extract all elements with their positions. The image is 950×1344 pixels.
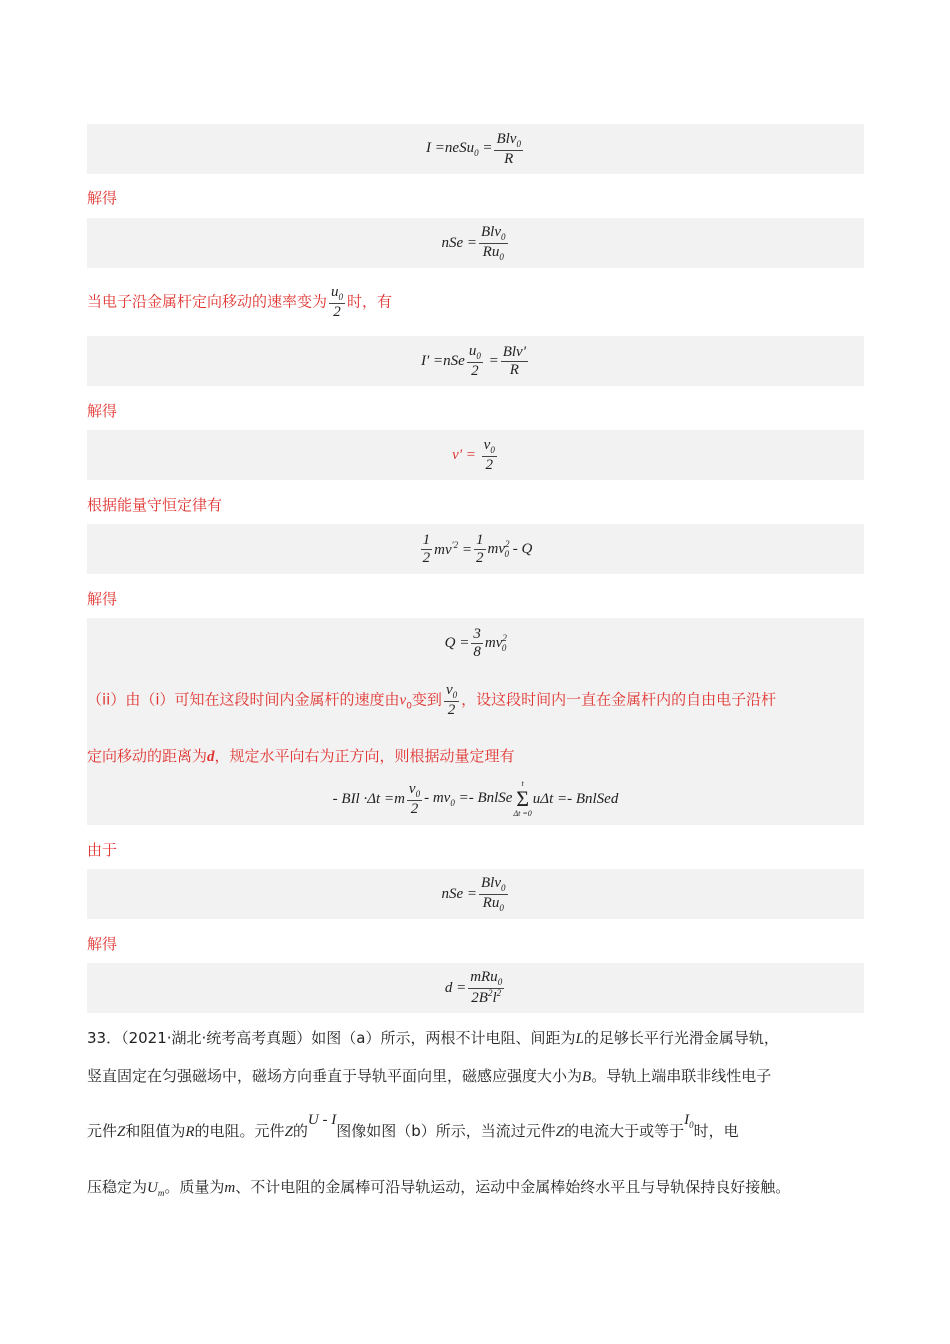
problem-line3-c: 的电阻。元件: [194, 1122, 285, 1140]
text-solve-2: 解得: [87, 402, 118, 420]
problem-line4-b: 。质量为: [164, 1178, 225, 1196]
text-ii-line2-a: 定向移动的距离为: [87, 747, 208, 765]
text-when-a: 当电子沿金属杆定向移动的速率变为: [87, 292, 328, 311]
text-part-ii-line2: 定向移动的距离为d，规定水平向右为正方向，则根据动量定理有: [87, 747, 515, 765]
equation-nse-2: nSe = $\frac{Blv_0}{Ru_0}$: [87, 869, 864, 919]
text-energy-conservation: 根据能量守恒定律有: [87, 496, 223, 514]
text-when-speed: 当电子沿金属杆定向移动的速率变为 $\frac{u_0}{2}$ 时，有: [87, 284, 393, 320]
problem-line2-b: 。导轨上端串联非线性电子: [591, 1067, 772, 1085]
text-because: 由于: [87, 841, 118, 859]
text-ii-b: 变到: [411, 690, 442, 709]
problem-line3-f: 的电流大于或等于: [564, 1122, 685, 1140]
problem-line4-a: 压稳定为: [87, 1178, 148, 1196]
problem-line3-d: 的: [292, 1122, 308, 1140]
text-ii-line2-b: ，规定水平向右为正方向，则根据动量定理有: [214, 747, 515, 765]
equation-block-q: Q = $\frac{3}{8}$ $mv^2_0$: [87, 618, 864, 825]
problem-line1-a: 33．（2021·湖北·统考高考真题）如图（a）所示，两根不计电阻、间距为: [87, 1029, 576, 1047]
problem-line2-a: 竖直固定在匀强磁场中，磁场方向垂直于导轨平面向里，磁感应强度大小为: [87, 1067, 583, 1085]
problem-line4-c: 、不计电阻的金属棒可沿导轨运动，运动中金属棒始终水平且与导轨保持良好接触。: [235, 1178, 791, 1196]
text-solve-1: 解得: [87, 189, 118, 207]
problem-33-line3: 元件Z和阻值为R的电阻。元件Z的U - I图像如图（b）所示，当流过元件Z的电流大于或等于$I_0$时，电: [87, 1112, 739, 1140]
problem-33-line1: 33．（2021·湖北·统考高考真题）如图（a）所示，两根不计电阻、间距为L的足够长平行光滑金属导轨，: [87, 1029, 779, 1047]
text-part-ii-line1: （ii）由（i）可知在这段时间内金属杆的速度由$v_0$变到 $\frac{v_0}{2}$ ，设这段时间内一直在金属杆内的自由电子沿杆: [87, 682, 777, 718]
equation-current-prime: I′ =nSe $\frac{u_0}{2}$ = $\frac{\text{Blv′}}{R}$: [87, 336, 864, 386]
text-ii-a: （ii）由（i）可知在这段时间内金属杆的速度由: [87, 690, 400, 709]
problem-line3-a: 元件: [87, 1122, 118, 1140]
text-solve-3: 解得: [87, 590, 118, 608]
problem-33-line4: 压稳定为$U_m$。质量为m、不计电阻的金属棒可沿导轨运动，运动中金属棒始终水平且与导轨保持良好接触。: [87, 1178, 791, 1198]
equation-distance: d = $\frac{mRu_0}{2B^2l^2}$: [87, 963, 864, 1013]
text-solve-4: 解得: [87, 935, 118, 953]
text-when-b: 时，有: [347, 292, 393, 311]
problem-line3-e: 图像如图（b）所示，当流过元件: [336, 1122, 556, 1140]
equation-v-prime: v' = $\frac{v_0}{2}$: [87, 430, 864, 480]
problem-line3-g: 时，电: [693, 1122, 739, 1140]
equation-energy: $\frac{1}{2}$ $mv^{'2}$ = $\frac{1}{2}$ $mv^2_0$ - Q: [87, 524, 864, 574]
equation-momentum: - BIl ·Δt =m $\frac{v_0}{2}$ - $mv_0$ =- BnlSe t Σ Δt =0 uΔt =- BnlSed: [332, 779, 619, 818]
text-ii-c: ，设这段时间内一直在金属杆内的自由电子沿杆: [461, 690, 777, 709]
problem-line3-b: 和阻值为: [125, 1122, 186, 1140]
problem-line1-b: 的足够长平行光滑金属导轨，: [583, 1029, 779, 1047]
equation-nse: nSe = $\frac{Blv_0}{Ru_0}$: [87, 218, 864, 268]
equation-current: I =neSu$_0$ = $\frac{Blv_0}{R}$: [87, 124, 864, 174]
problem-33-line2: 竖直固定在匀强磁场中，磁场方向垂直于导轨平面向里，磁感应强度大小为B。导轨上端串联非线性电子: [87, 1067, 772, 1085]
